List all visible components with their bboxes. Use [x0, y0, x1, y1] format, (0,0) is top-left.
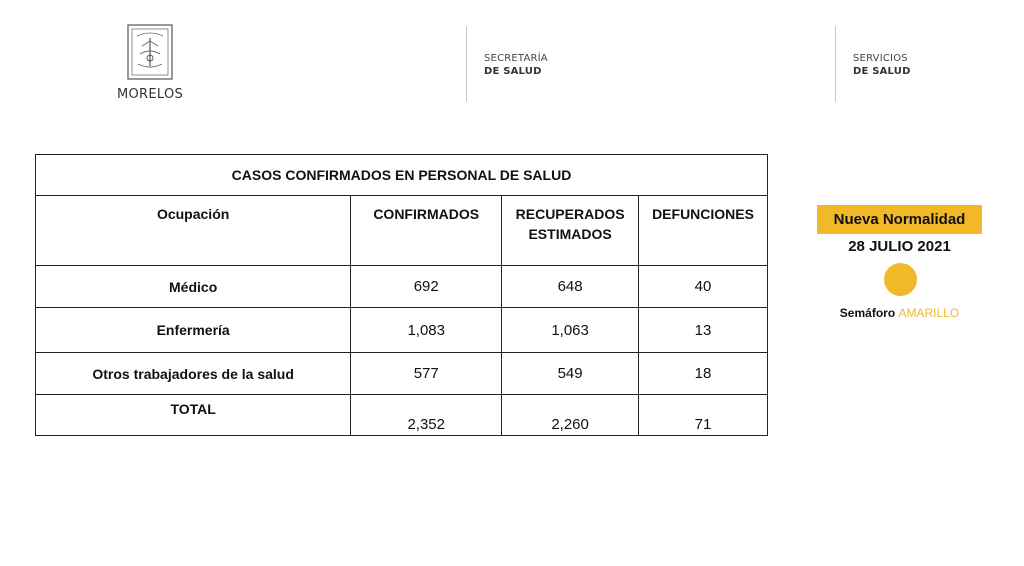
table-row: [36, 353, 768, 395]
table-total-row: [36, 395, 768, 436]
occupation-cell: Médico: [36, 266, 351, 308]
confirmed-cell: 692: [351, 266, 502, 308]
agency-line: DE SALUD: [853, 66, 911, 77]
recovered-cell: 549: [502, 353, 639, 395]
recovered-cell: 648: [502, 266, 639, 308]
table-row: [36, 308, 768, 353]
table-row: [36, 266, 768, 308]
recovered-cell: 1,063: [502, 308, 639, 353]
header-divider: [835, 26, 836, 102]
occupation-cell: Otros trabajadores de la salud: [36, 353, 351, 395]
nueva-normalidad-badge: Nueva Normalidad: [817, 205, 982, 234]
cases-table: [35, 154, 768, 436]
occupation-cell: Enfermería: [36, 308, 351, 353]
deaths-cell: 13: [639, 308, 768, 353]
morelos-logo: [108, 24, 192, 102]
occupation-cell: TOTAL: [36, 395, 351, 436]
semaforo-status: [817, 306, 982, 320]
secretaria-salud-label: [484, 52, 548, 78]
servicios-salud-label: [853, 52, 911, 78]
deaths-cell: 71: [639, 395, 768, 436]
semaforo-label: Semáforo: [839, 306, 896, 320]
confirmed-cell: 1,083: [351, 308, 502, 353]
report-date: 28 JULIO 2021: [848, 238, 951, 255]
deaths-cell: 18: [639, 353, 768, 395]
semaforo-indicator-icon: [884, 263, 917, 296]
coat-of-arms-icon: [127, 24, 173, 80]
column-header: Ocupación: [36, 196, 351, 266]
confirmed-cell: 2,352: [351, 395, 502, 436]
agency-line: SECRETARÍA: [484, 53, 548, 64]
table-header-row: [36, 196, 768, 266]
deaths-cell: 40: [639, 266, 768, 308]
agency-line: DE SALUD: [484, 66, 542, 77]
confirmed-cell: 577: [351, 353, 502, 395]
column-header: DEFUNCIONES: [639, 196, 768, 266]
semaforo-value: AMARILLO: [898, 306, 960, 320]
column-header: RECUPERADOS ESTIMADOS: [502, 196, 639, 266]
header-divider: [466, 26, 467, 102]
column-header: CONFIRMADOS: [351, 196, 502, 266]
agency-line: SERVICIOS: [853, 53, 908, 64]
table-title: CASOS CONFIRMADOS EN PERSONAL DE SALUD: [36, 155, 768, 196]
recovered-cell: 2,260: [502, 395, 639, 436]
logo-text: MORELOS: [116, 87, 184, 102]
